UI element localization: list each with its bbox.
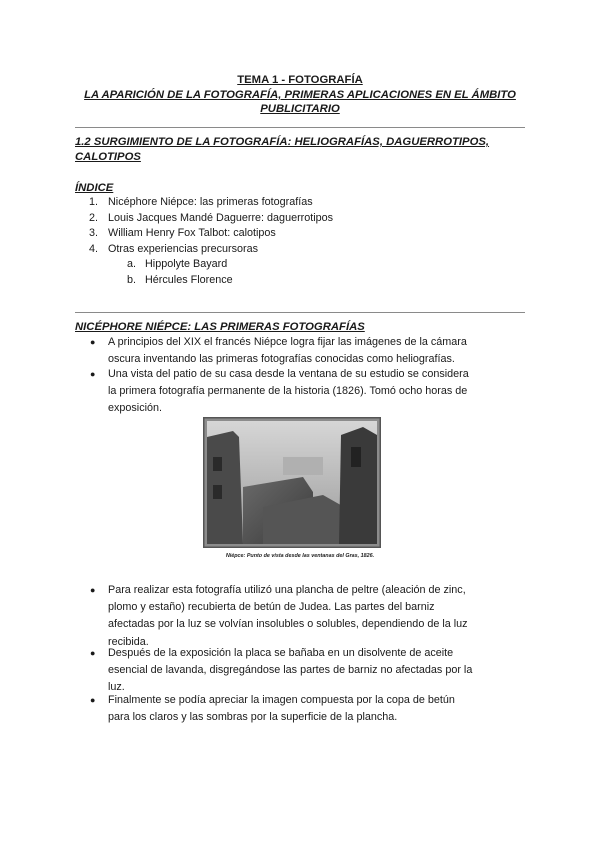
bullet-text: Después de la exposición la placa se bañaba en un disolvente de aceite esencial de lavanda, disgregándose las partes de barniz no afectadas por la luz. (108, 647, 473, 694)
divider-top (75, 127, 525, 128)
bullet-text: Una vista del patio de su casa desde la ventana de su estudio se considera la primera fotografía permanente de la historia (1826). Tomó ocho horas de exposición. (108, 368, 469, 415)
document-title: TEMA 1 - FOTOGRAFÍA (237, 74, 363, 86)
niepce-heading: NICÉPHORE NIÉPCE: LAS PRIMERAS FOTOGRAFÍAS (75, 321, 365, 333)
bullet-text: Para realizar esta fotografía utilizó una plancha de peltre (aleación de zinc, plomo y estaño) recubierta de betún de Judea. Las partes del barniz afectadas por la luz se volvían insolubles o solubles, dependiendo de la luz recibida. (108, 584, 468, 648)
bullet-icon: ● (90, 695, 96, 705)
document-page: TEMA 1 - FOTOGRAFÍA LA APARICIÓN DE LA FOTOGRAFÍA, PRIMERAS APLICACIONES EN EL ÁMBITO PUBLICITARIO 1.2 SURGIMIENTO DE LA FOTOGRAFÍA: HELIOGRAFÍAS, DAGUERROTIPOS, CALOTIPOS ÍNDICE 1. Nicéphore Niépce: las primeras fotografías 2. Louis Jacques Mandé Daguerre: daguerrotipos 3. William Henry Fox Talbot: calotipos 4. Otras experiencias precursoras a. Hippolyte Bayard b. Hércules Florence NICÉPHORE NIÉPCE: LAS PRIMERAS FOTOGRAFÍAS ● A principios del XIX el francés Niépce logra fijar las imágenes de la cámara oscura inventando las primeras fotografías conocidas como heliografías. ● Una vista del patio de su casa desde la ventana de su estudio se considera la primera fotografía permanente de la historia (1826). Tomó ocho horas de exposición. Niépce: Punto de vista desde las ventanas del Gras, 1826. ● Para realizar esta fotografía utilizó una plancha de peltre (aleación de zinc, plomo y estaño) recubierta de betún de Judea. Las partes del barniz afectadas por la luz se volvían insolubles o solubles, dependiendo de la luz recibida. ● Después de la exposición la placa se bañaba en un disolvente de aceite esencial de lavanda, disgregándose las partes de barniz no afectadas por la luz. ● Finalmente se podía apreciar la imagen compuesta por la copa de betún para los claros y las sombras por la superficie de la plancha. (0, 0, 600, 848)
bullet-icon: ● (90, 369, 96, 379)
photo-caption: Niépce: Punto de vista desde las ventanas del Gras, 1826. (225, 553, 375, 559)
section-heading-line1: 1.2 SURGIMIENTO DE LA FOTOGRAFÍA: HELIOGRAFÍAS, DAGUERROTIPOS, (75, 136, 490, 148)
section-heading-line2: CALOTIPOS (75, 151, 141, 163)
bullet-text: A principios del XIX el francés Niépce logra fijar las imágenes de la cámara oscura inventando las primeras fotografías conocidas como heliografías. (108, 336, 467, 366)
index-heading: ÍNDICE (75, 182, 114, 194)
bullet-text: Finalmente se podía apreciar la imagen compuesta por la copa de betún para los claros y las sombras por la superficie de la plancha. (108, 694, 455, 724)
document-subtitle-line2: PUBLICITARIO (260, 103, 340, 115)
divider-middle (75, 312, 525, 313)
heliograph-photo (203, 417, 381, 548)
bullet-icon: ● (90, 585, 96, 595)
bullet-icon: ● (90, 648, 96, 658)
bullet-icon: ● (90, 337, 96, 347)
document-subtitle-line1: LA APARICIÓN DE LA FOTOGRAFÍA, PRIMERAS APLICACIONES EN EL ÁMBITO (84, 89, 516, 101)
